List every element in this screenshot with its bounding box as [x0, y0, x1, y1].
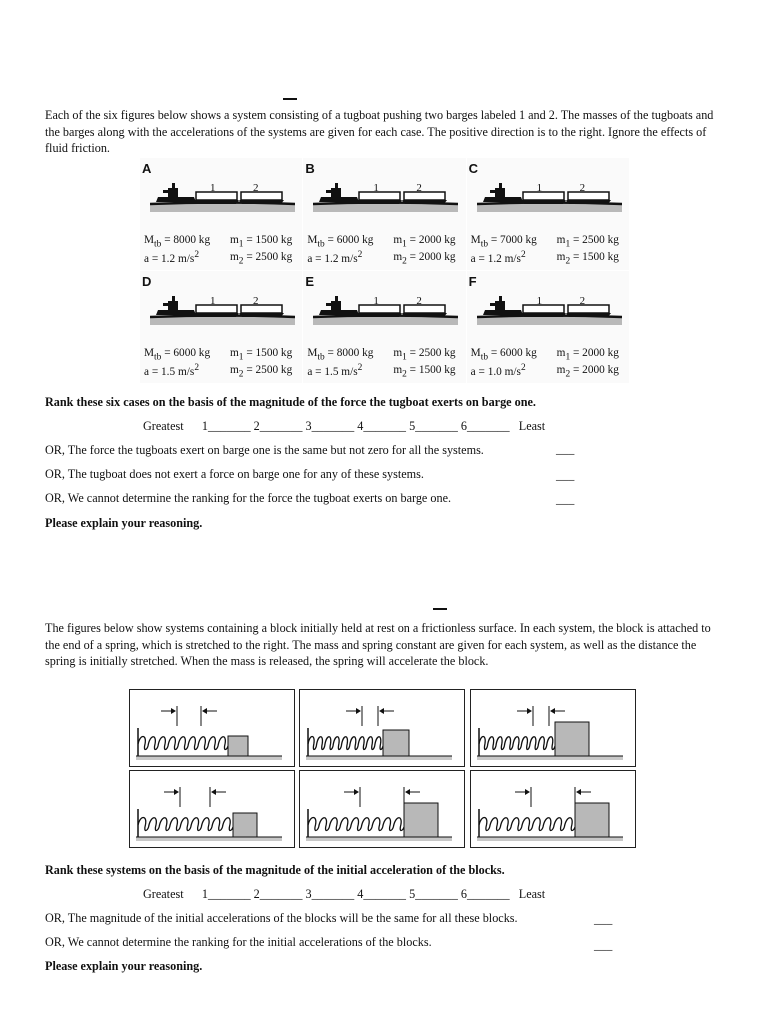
- spring-rank-prompt: Rank these systems on the basis of the magnitude of the initial acceleration of the blocks.: [45, 863, 505, 877]
- barge-1-mass: $m_1 = 2000$ kg: [393, 234, 456, 250]
- case-letter: B: [305, 161, 315, 176]
- acceleration: a = 1.0 $m/s^2$: [470, 363, 526, 378]
- tugboat-explain-prompt: Please explain your reasoning.: [45, 516, 203, 530]
- case-letter: C: [468, 161, 479, 176]
- tugboat-mass: $M_{tb} = 7000$ kg: [470, 234, 537, 250]
- barge-2-label: 2: [579, 295, 586, 307]
- case-letter: D: [142, 274, 152, 289]
- acceleration: a = 1.5 $m/s^2$: [144, 363, 200, 378]
- spring-or-blank-2[interactable]: ___: [594, 938, 613, 952]
- tugboat-barges-drawing: [477, 176, 622, 216]
- tugboat-mass: $M_{tb} = 8000$ kg: [144, 234, 211, 250]
- barge-1-mass: $m_1 = 1500$ kg: [230, 347, 293, 363]
- tugboat-barges-drawing: [150, 176, 295, 216]
- tugboat-case-b: [303, 158, 466, 271]
- tugboat-figure-grid: [140, 158, 630, 384]
- spring-explain-prompt: Please explain your reasoning.: [45, 959, 203, 973]
- barge-1-mass: $m_1 = 2500$ kg: [556, 234, 619, 250]
- tugboat-or-blank-2[interactable]: ___: [556, 468, 575, 482]
- barge-1-label: 1: [536, 182, 543, 194]
- acceleration: a = 1.2 $m/s^2$: [144, 250, 200, 265]
- acceleration: a = 1.2 $m/s^2$: [307, 250, 363, 265]
- tugboat-ranking-line[interactable]: Greatest 1_______ 2_______ 3_______ 4_______ 5_______ 6_______ Least: [143, 419, 546, 433]
- spring-ranking-line[interactable]: Greatest 1_______ 2_______ 3_______ 4_______ 5_______ 6_______ Least: [143, 887, 546, 901]
- barge-1-label: 1: [210, 182, 216, 194]
- spring-system-2: [299, 689, 465, 767]
- tugboat-or-blank-3[interactable]: ___: [556, 492, 575, 506]
- tugboat-mass: $M_{tb} = 8000$ kg: [307, 347, 374, 363]
- acceleration: a = 1.2 $m/s^2$: [470, 250, 526, 265]
- barge-2-mass: $m_2 = 2000$ kg: [556, 364, 619, 380]
- tugboat-case-a: [140, 158, 303, 271]
- barge-1-label: 1: [210, 295, 216, 307]
- barge-2-mass: $m_2 = 2000$ kg: [393, 251, 456, 267]
- tugboat-barges-drawing: [150, 289, 295, 329]
- tugboat-mass: $M_{tb} = 6000$ kg: [470, 347, 537, 363]
- tugboat-barges-drawing: [477, 289, 622, 329]
- barge-2-label: 2: [416, 182, 422, 194]
- tugboat-intro: Each of the six figures below shows a system consisting of a tugboat pushing two barges labeled 1 and 2. The masses of the tugboats and the barges along with the accelerations of the systems are given for each case. The positive direction is to the right. Ignore the effects of fluid friction.: [45, 108, 714, 156]
- case-letter: A: [142, 161, 152, 176]
- barge-2-label: 2: [253, 295, 259, 307]
- spring-intro: The figures below show systems containing a block initially held at rest on a frictionless surface. In each system, the block is attached to the end of a spring, which is stretched to the right. The mass and spring constant are given for each system, as well as the distance the spring is initially stretched. When the mass is released, the spring will accelerate the block.: [45, 621, 711, 669]
- barge-2-mass: $m_2 = 2500$ kg: [230, 251, 293, 267]
- spring-system-4: [129, 770, 295, 848]
- barge-1-label: 1: [373, 295, 379, 307]
- barge-1-label: 1: [373, 182, 379, 194]
- barge-2-mass: $m_2 = 1500$ kg: [556, 251, 619, 267]
- spring-system-3: [470, 689, 636, 767]
- tugboat-case-f: [467, 271, 630, 384]
- spring-system-1: [129, 689, 295, 767]
- barge-2-label: 2: [253, 182, 259, 194]
- barge-2-label: 2: [416, 295, 422, 307]
- barge-1-label: 1: [536, 295, 543, 307]
- barge-2-label: 2: [579, 182, 586, 194]
- spring-system-6: [470, 770, 636, 848]
- section-marker: [433, 608, 447, 610]
- barge-1-mass: $m_1 = 2000$ kg: [556, 347, 619, 363]
- spring-or-option-2: OR, We cannot determine the ranking for the initial accelerations of the blocks.: [45, 935, 432, 949]
- tugboat-mass: $M_{tb} = 6000$ kg: [307, 234, 374, 250]
- tugboat-or-option-2: OR, The tugboat does not exert a force on barge one for any of these systems.: [45, 467, 424, 481]
- tugboat-case-d: [140, 271, 303, 384]
- spring-system-5: [299, 770, 465, 848]
- case-letter: E: [305, 274, 314, 289]
- tugboat-case-e: [303, 271, 466, 384]
- tugboat-or-option-3: OR, We cannot determine the ranking for the force the tugboat exerts on barge one.: [45, 491, 452, 505]
- tugboat-rank-prompt: Rank these six cases on the basis of the magnitude of the force the tugboat exerts on barge one.: [45, 395, 536, 409]
- tugboat-mass: $M_{tb} = 6000$ kg: [144, 347, 211, 363]
- acceleration: a = 1.5 $m/s^2$: [307, 363, 363, 378]
- barge-2-mass: $m_2 = 1500$ kg: [393, 364, 456, 380]
- spring-or-option-1: OR, The magnitude of the initial accelerations of the blocks will be the same for all these blocks.: [45, 911, 518, 925]
- tugboat-barges-drawing: [313, 289, 458, 329]
- barge-1-mass: $m_1 = 2500$ kg: [393, 347, 456, 363]
- tugboat-or-blank-1[interactable]: ___: [556, 442, 575, 456]
- case-letter: F: [468, 274, 477, 289]
- barge-1-mass: $m_1 = 1500$ kg: [230, 234, 293, 250]
- tugboat-barges-drawing: [313, 176, 458, 216]
- tugboat-case-c: [467, 158, 630, 271]
- spring-or-blank-1[interactable]: ___: [594, 912, 613, 926]
- section-marker: [283, 98, 297, 100]
- barge-2-mass: $m_2 = 2500$ kg: [230, 364, 293, 380]
- tugboat-or-option-1: OR, The force the tugboats exert on barge one is the same but not zero for all the systems.: [45, 443, 484, 457]
